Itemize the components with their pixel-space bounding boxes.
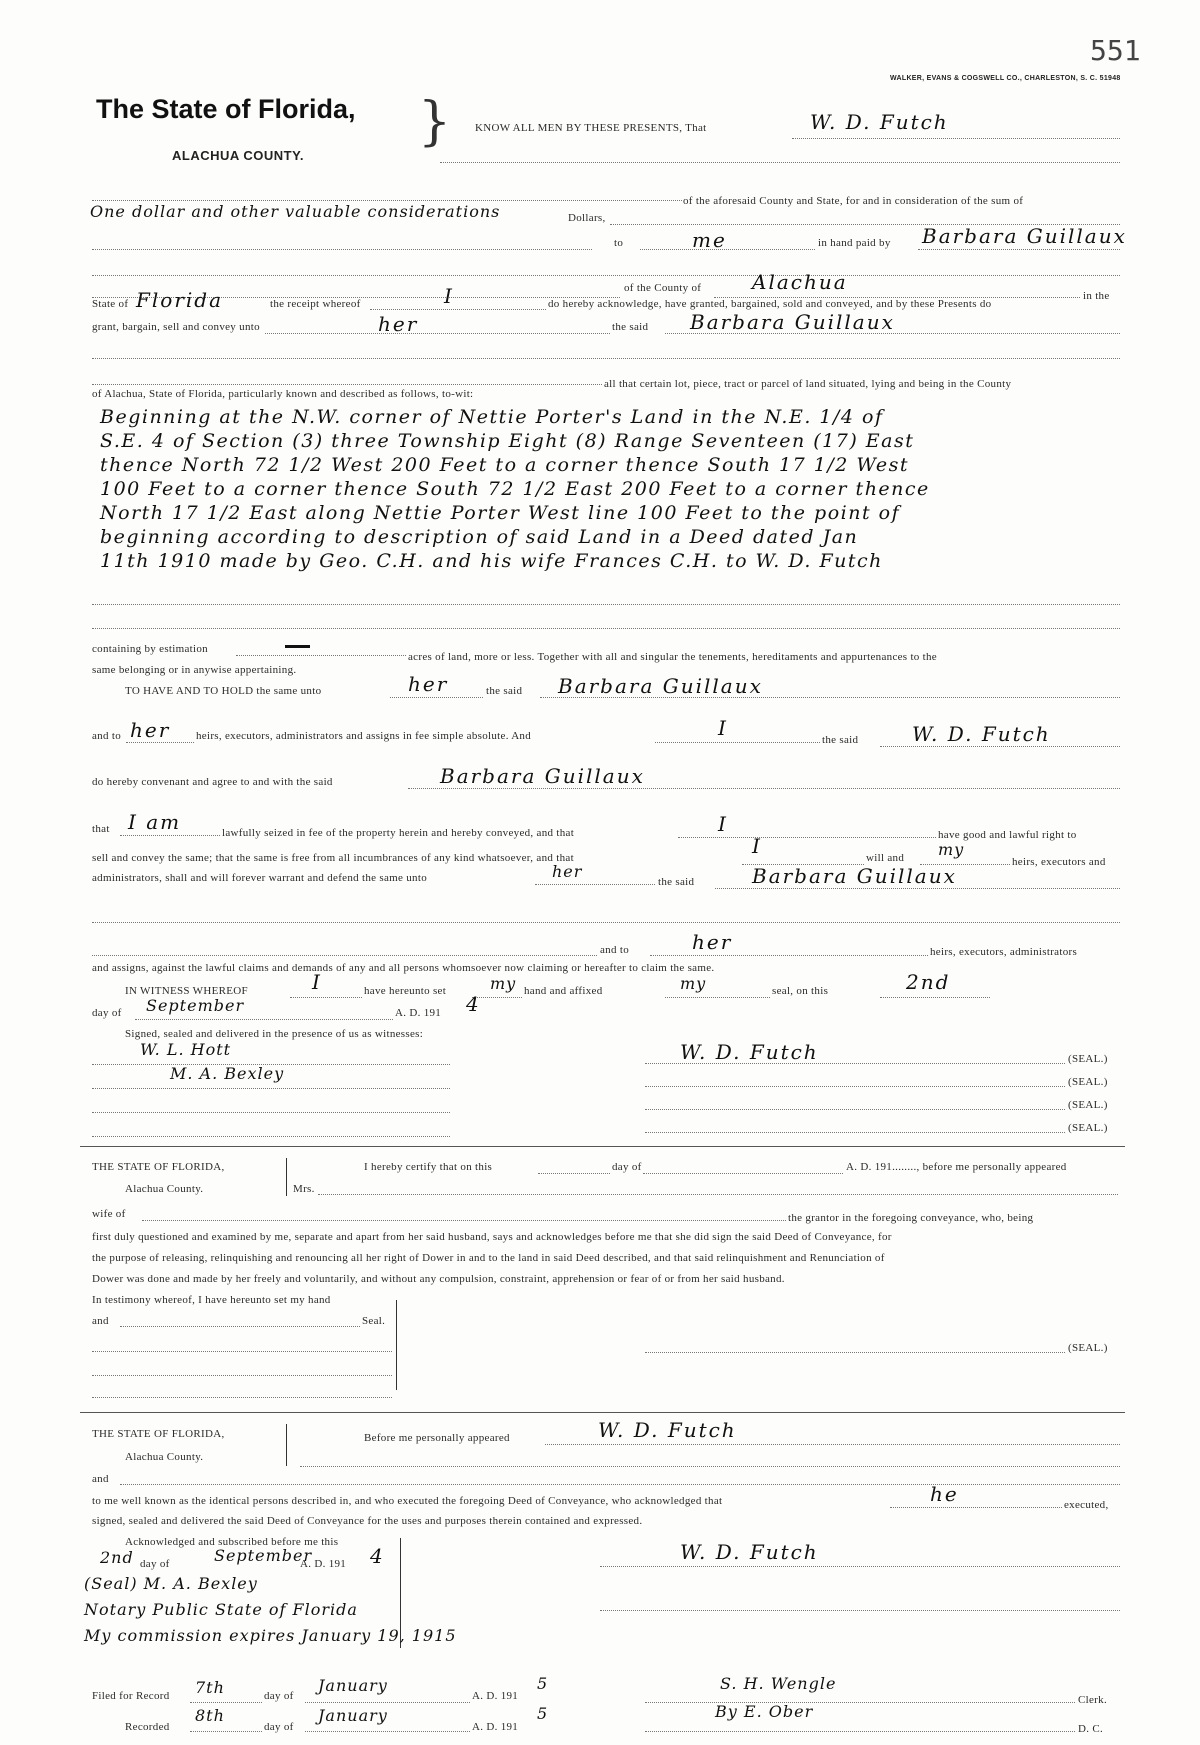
seal-1: (SEAL.)	[1068, 1053, 1108, 1065]
hand-and-affixed: hand and affixed	[524, 985, 603, 997]
in-witness: IN WITNESS WHEREOF	[125, 985, 248, 997]
grantor-pronoun-1: I	[444, 284, 454, 308]
ack-month: September	[214, 1546, 313, 1565]
ack-day-of: day of	[140, 1558, 170, 1570]
and-to-her-2: her	[692, 930, 733, 954]
grantor-pronoun-5: I	[312, 970, 322, 994]
filed-day-of: day of	[264, 1690, 294, 1702]
dower-line-2: first duly questioned and examined by me, separate and apart from her said husband, says and acknowledges before me that she did sign the said Deed of Conveyance, for	[92, 1231, 892, 1243]
dollars-label: Dollars,	[568, 212, 606, 224]
ack-signed: signed, sealed and delivered the said Deed of Conveyance for the uses and purposes therein contained and expressed.	[92, 1515, 643, 1527]
ack-state: THE STATE OF FLORIDA,	[92, 1428, 225, 1440]
description-line-4: 100 Feet to a corner thence South 72 1/2 East 200 Feet to a corner thence	[100, 478, 930, 500]
recorded-ad: A. D. 191	[472, 1721, 519, 1733]
grant-bargain: grant, bargain, sell and convey unto	[92, 321, 260, 333]
title-brace: }	[418, 92, 452, 152]
that-label: that	[92, 823, 110, 835]
filed-for-record: Filed for Record	[92, 1690, 170, 1702]
in-hand-paid: in hand paid by	[818, 237, 891, 249]
filed-day: 7th	[195, 1678, 225, 1697]
grantee-name-1: Barbara Guillaux	[922, 224, 1127, 248]
dower-and: and	[92, 1315, 109, 1327]
same-belonging: same belonging or in anywise appertaining.	[92, 664, 297, 676]
know-all-men: KNOW ALL MEN BY THESE PRESENTS, That	[475, 122, 707, 134]
unto-her-3: her	[552, 862, 583, 881]
will-and: will and	[866, 852, 905, 864]
clerk-signature: S. H. Wengle	[720, 1674, 837, 1693]
heirs-executors-1: heirs, executors and	[1012, 856, 1106, 868]
seal-4: (SEAL.)	[1068, 1122, 1108, 1134]
habendum: TO HAVE AND TO HOLD the same unto	[125, 685, 322, 697]
recorded-month: January	[318, 1706, 388, 1725]
dower-county: Alachua County.	[125, 1183, 204, 1195]
witness-1: W. L. Hott	[140, 1040, 232, 1059]
dower-seal-word: Seal.	[362, 1315, 386, 1327]
ack-ad: A. D. 191	[300, 1558, 347, 1570]
day-fill: 2nd	[906, 970, 951, 994]
aforesaid-text: of the aforesaid County and State, for and in consideration of the sum of	[683, 195, 1024, 207]
witness-2: M. A. Bexley	[170, 1064, 285, 1083]
the-said-2: the said	[486, 685, 523, 697]
unto-her-2: her	[408, 672, 449, 696]
description-line-5: North 17 1/2 East along Nettie Porter West line 100 Feet to the point of	[100, 502, 901, 524]
printer-imprint: WALKER, EVANS & COGSWELL CO., CHARLESTON, S. C. 51948	[890, 75, 1121, 82]
and-to-2: and to	[600, 944, 629, 956]
state-of-label: State of	[92, 298, 129, 310]
month-fill: September	[146, 996, 245, 1015]
dower-day-of: day of	[612, 1161, 642, 1173]
grantor-name-1: W. D. Futch	[810, 110, 949, 134]
hereunto-set: have hereunto set	[364, 985, 447, 997]
signed-sealed: Signed, sealed and delivered in the presence of us as witnesses:	[125, 1028, 424, 1040]
deputy-signature: By E. Ober	[715, 1702, 814, 1721]
my-2: my	[490, 974, 517, 993]
ack-subscribed: Acknowledged and subscribed before me this	[125, 1536, 339, 1548]
sell-convey-text: sell and convey the same; that the same is free from all incumbrances of any kind whatsoever, and that	[92, 852, 574, 864]
year-digit: 4	[466, 992, 481, 1016]
dc-label: D. C.	[1078, 1723, 1104, 1735]
ack-county: Alachua County.	[125, 1451, 204, 1463]
the-said-1: the said	[612, 321, 649, 333]
and-to-her: her	[130, 718, 171, 742]
grantor-name-2: W. D. Futch	[912, 722, 1051, 746]
description-line-1: Beginning at the N.W. corner of Nettie Porter's Land in the N.E. 1/4 of	[100, 406, 884, 428]
heirs-fee-simple: heirs, executors, administrators and assigns in fee simple absolute. And	[196, 730, 532, 742]
ack-year-digit: 4	[370, 1544, 385, 1568]
dower-testimony: In testimony whereof, I have hereunto set my hand	[92, 1294, 331, 1306]
lawful-claims: and assigns, against the lawful claims and demands of any and all persons whomsoever now claiming or hereafter to claim the same.	[92, 962, 715, 974]
in-the-label: in the	[1083, 290, 1110, 302]
grantee-name-4: Barbara Guillaux	[440, 764, 645, 788]
ack-before-me: Before me personally appeared	[364, 1432, 510, 1444]
administrators-warrant: administrators, shall and will forever warrant and defend the same unto	[92, 872, 428, 884]
to-label: to	[614, 237, 624, 249]
ack-day: 2nd	[100, 1548, 134, 1567]
containing-label: containing by estimation	[92, 643, 208, 655]
description-line-2: S.E. 4 of Section (3) three Township Eight (8) Range Seventeen (17) East	[100, 430, 915, 452]
ack-he: he	[930, 1482, 959, 1506]
county-title: ALACHUA COUNTY.	[172, 148, 304, 163]
my-1: my	[938, 840, 965, 859]
recorded-day: 8th	[195, 1706, 225, 1725]
grantor-pronoun-2: I	[718, 716, 728, 740]
description-line-7: 11th 1910 made by Geo. C.H. and his wife Frances C.H. to W. D. Futch	[100, 550, 883, 572]
filed-ad: A. D. 191	[472, 1690, 519, 1702]
ack-well-known: to me well known as the identical persons described in, and who executed the foregoing Deed of Conveyance, who acknowledged that	[92, 1495, 723, 1507]
to-me: me	[692, 228, 727, 252]
grantor-signature: W. D. Futch	[680, 1040, 819, 1064]
recorded-year-digit: 5	[537, 1704, 549, 1723]
the-said-4: the said	[658, 876, 695, 888]
grantee-name-3: Barbara Guillaux	[558, 674, 763, 698]
acres-text: acres of land, more or less. Together with all and singular the tenements, hereditaments and appurtenances to the	[408, 651, 937, 663]
dower-state: THE STATE OF FLORIDA,	[92, 1161, 225, 1173]
dower-mrs: Mrs.	[293, 1183, 315, 1195]
notary-title: Notary Public State of Florida	[84, 1600, 358, 1619]
dower-ad: A. D. 191........, before me personally appeared	[846, 1161, 1067, 1173]
the-said-3: the said	[822, 734, 859, 746]
grantee-name-5: Barbara Guillaux	[752, 864, 957, 888]
ack-executed: executed,	[1064, 1499, 1109, 1511]
seal-3: (SEAL.)	[1068, 1099, 1108, 1111]
acknowledge-text: do hereby acknowledge, have granted, bargained, sold and conveyed, and by these Presents do	[548, 298, 992, 310]
notary-seal-name: (Seal) M. A. Bexley	[84, 1574, 258, 1593]
grantee-name-2: Barbara Guillaux	[690, 310, 895, 334]
dower-line-4: Dower was done and made by her freely and voluntarily, and without any compulsion, constraint, apprehension or fear of or from her said husband.	[92, 1273, 785, 1285]
ack-grantor: W. D. Futch	[598, 1418, 737, 1442]
lawfully-seized: lawfully seized in fee of the property herein and hereby conveyed, and that	[222, 827, 575, 839]
grantor-pronoun-3: I	[718, 812, 728, 836]
recorded-label: Recorded	[125, 1721, 170, 1733]
description-line-6: beginning according to description of said Land in a Deed dated Jan	[100, 526, 859, 548]
i-am: I am	[128, 810, 182, 834]
clerk-label: Clerk.	[1078, 1694, 1107, 1706]
ack-grantor-signature: W. D. Futch	[680, 1540, 819, 1564]
county-fill: Alachua	[752, 270, 848, 294]
seal-on-this: seal, on this	[772, 985, 829, 997]
description-line-3: thence North 72 1/2 West 200 Feet to a corner thence South 17 1/2 West	[100, 454, 910, 476]
seal-2: (SEAL.)	[1068, 1076, 1108, 1088]
of-alachua: of Alachua, State of Florida, particularly known and described as follows, to-wit:	[92, 388, 474, 400]
and-to-label: and to	[92, 730, 121, 742]
of-county-label: of the County of	[624, 282, 702, 294]
unto-her-1: her	[378, 312, 419, 336]
day-of: day of	[92, 1007, 122, 1019]
page-number: 551	[1090, 34, 1141, 67]
all-that-certain: all that certain lot, piece, tract or parcel of land situated, lying and being in the County	[604, 378, 1012, 390]
ack-and: and	[92, 1473, 109, 1485]
consideration: One dollar and other valuable considerations	[90, 202, 501, 221]
ad-year: A. D. 191	[395, 1007, 442, 1019]
dower-line-3: the purpose of releasing, relinquishing and renouncing all her right of Dower in and to the land in said Deed described, and that said relinquishment and Renunciation of	[92, 1252, 885, 1264]
heirs-executors-2: heirs, executors, administrators	[930, 946, 1078, 958]
my-3: my	[680, 974, 707, 993]
recorded-day-of: day of	[264, 1721, 294, 1733]
filed-year-digit: 5	[537, 1674, 549, 1693]
filed-month: January	[318, 1676, 388, 1695]
dower-wife-of: wife of	[92, 1208, 126, 1220]
notary-commission: My commission expires January 19, 1915	[84, 1626, 457, 1645]
state-fill: Florida	[136, 288, 223, 312]
dower-grantor: the grantor in the foregoing conveyance, who, being	[788, 1212, 1034, 1224]
dower-certify: I hereby certify that on this	[364, 1161, 493, 1173]
acres-dash	[285, 645, 310, 648]
grantor-pronoun-4: I	[752, 834, 762, 858]
covenant-text: do hereby convenant and agree to and with the said	[92, 776, 333, 788]
dower-seal: (SEAL.)	[1068, 1342, 1108, 1354]
good-lawful-right: have good and lawful right to	[938, 829, 1077, 841]
state-title: The State of Florida,	[96, 94, 356, 124]
receipt-whereof: the receipt whereof	[270, 298, 361, 310]
